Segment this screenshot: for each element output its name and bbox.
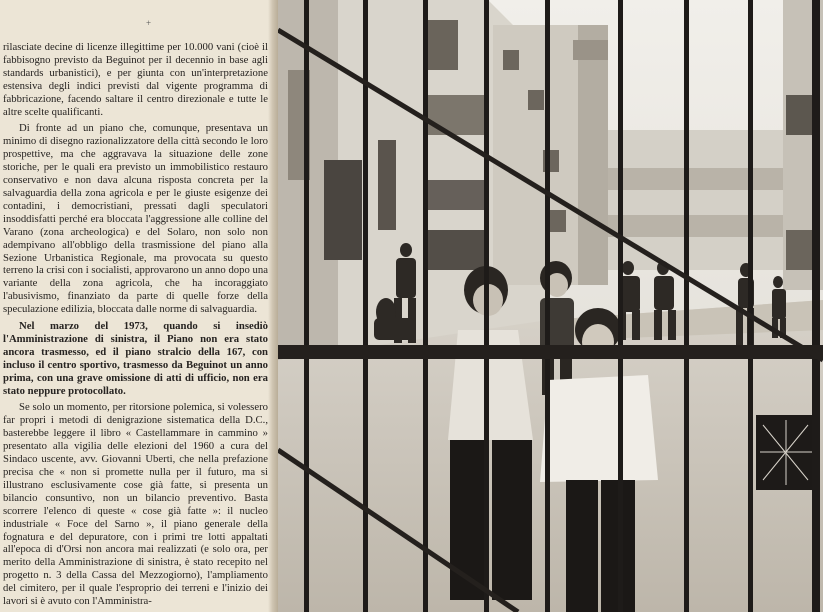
text-page <box>0 0 268 612</box>
paragraph-1: rilasciate decine di licenze illegittime per 10.000 vani (cioè il fabbisogno previsto da Beguinot per il decennio in base agli standards urbanistici), e per giunta con un'interpretazione estensiva degli indici previsti dal vigente programma di fabbricazione, facendo saltare il centro direzionale e tutte le altre scelte qualificanti. <box>3 41 268 118</box>
page-gutter <box>268 0 278 612</box>
paragraph-2: Di fronte ad un piano che, comunque, presentava un minimo di disegno razionalizzatore della città secondo le loro prospettive, ma che aggravava la situazione delle zone storiche, per le quali era previsto un immobilistico restauro conservativo e non dava alcuna risposta concreta per la salvaguardia della zona agricola e per le giuste esigenze dei contadini, i democristiani, pressati dagli speculatori insoddisfatti perché era bloccata l'aggressione alle colline del Varano (zona archeologica) e del Solaro, non solo non adempivano all'obbligo della trasmissione del piano alla Sezione Urbanistica Regionale, ma provocata su questo terreno la crisi con i socialisti, approvarono un anno dopo una variante della zona agricola, che ha incoraggiato l'abusivismo, finanziato da parte di quelle forze della speculazione edilizia, bloccata dalle norme di salvaguardia. <box>3 122 268 316</box>
paragraph-4: Se solo un momento, per ritorsione polemica, si volessero far propri i metodi di denigrazione sistematica della D.C., basterebbe leggere il libro « Castellammare in cammino » presentato alla vigilia delle elezioni del 1960 a cura del Sindaco uscente, avv. Giovanni Uberti, che nella prefazione precisa che « non si promette nulla per il futuro, ma si illustrano esclusivamente cose già fatte, si presenta un bilancio consuntivo, non un bilancio preventivo. Basta scorrere l'elenco di queste « cose già fatte »: il nucleo industriale « Foce del Sarno », il piano generale della fognatura e del depuratore, con i primi tre lotti appaltati all'epoca di d'Orsi non ancora mai realizzati (e solo ora, per merito della Amministrazione di sinistra, è stato recepito nel progetto n. 3 della Cassa del Mezzogiorno), l'ampliamento del cimitero, per il quale l'esproprio dei terreni e l'inizio dei lavori si è avuto con l'Amministra- <box>3 401 268 608</box>
photograph <box>278 0 823 612</box>
paragraph-3-bold: Nel marzo del 1973, quando si insediò l'Amministrazione di sinistra, il Piano non era stato ancora trasmesso, ed il piano stralcio della 167, con incluso il centro sportivo, trasmesso da Beguinot un anno prima, con una grave omissione di atti di ufficio, non era stato neppure protocollato. <box>3 320 268 397</box>
photo-children-behind-gate <box>278 0 823 612</box>
page-marker: + <box>146 18 152 28</box>
gate-crossbar <box>278 345 823 359</box>
center-building <box>493 25 608 285</box>
article-column <box>3 41 268 612</box>
